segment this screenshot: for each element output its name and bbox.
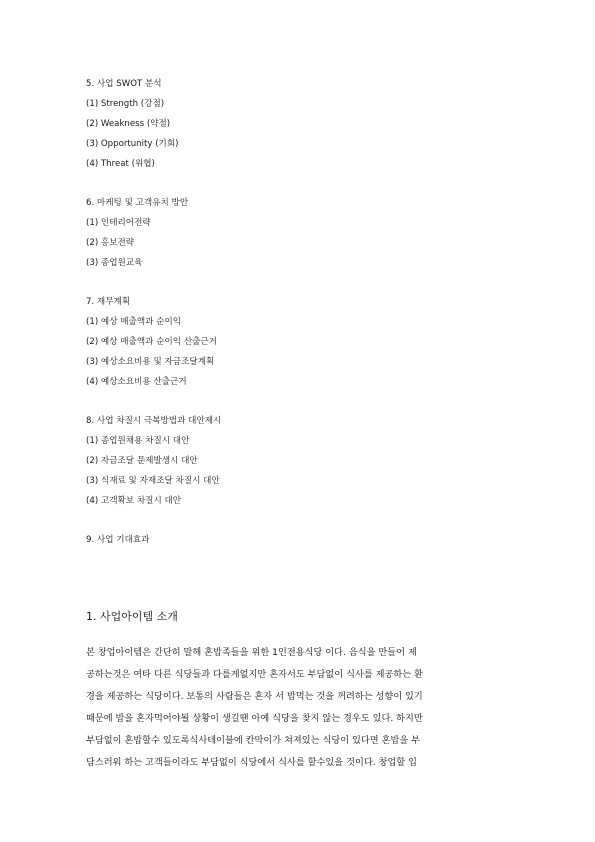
toc-item: (1) 인테리어전략 <box>86 218 151 228</box>
toc-item: (4) 고객확보 차질시 대안 <box>86 496 182 506</box>
table-of-contents <box>86 74 526 569</box>
paragraph-line: 담스러워 하는 고객들이라도 부담없이 식당에서 식사를 할수있을 것이다. 창업할 입 <box>86 756 417 768</box>
section-title: 1. 사업아이템 소개 <box>86 610 178 623</box>
toc-item: (1) Strength (강점) <box>86 99 165 109</box>
toc-heading: 5. 사업 SWOT 분석 <box>86 79 162 89</box>
paragraph-line: 부담없이 혼밥할수 있도록식사테이블에 칸막이가 쳐져있는 식당이 있다면 혼밥을 부 <box>86 734 420 746</box>
paragraph-line: 본 창업아이템은 간단히 말해 혼밥족들을 위한 1인전용식당 이다. 음식을 만들어 제 <box>86 647 417 658</box>
toc-item: (4) Threat (위협) <box>86 159 155 169</box>
section-business-item-intro <box>86 608 516 773</box>
toc-section-5 <box>86 74 526 174</box>
toc-item: (4) 예상소요비용 산출근거 <box>86 377 187 387</box>
paragraph-line: 때문에 밥을 혼자먹어야될 상황이 생길땐 아예 식당을 찾지 않는 경우도 있다. 하지만 <box>86 712 423 724</box>
toc-item: (1) 종업원채용 차질시 대안 <box>86 436 190 446</box>
toc-item: (3) 종업원교육 <box>86 258 143 268</box>
paragraph-line: 공하는것은 여타 다른 식당들과 다를게없지만 혼자서도 부담없이 식사를 제공하는 환 <box>86 668 423 680</box>
toc-item: (2) 홍보전략 <box>86 238 135 248</box>
body-paragraph <box>86 642 516 773</box>
toc-heading: 7. 재무계획 <box>86 297 131 307</box>
toc-item: (3) Opportunity (기회) <box>86 139 179 149</box>
toc-heading: 9. 사업 기대효과 <box>86 535 150 545</box>
toc-item: (2) Weakness (약점) <box>86 119 171 129</box>
toc-section-7 <box>86 292 526 392</box>
toc-item: (2) 자금조달 문제발생시 대안 <box>86 456 198 466</box>
toc-section-8 <box>86 411 526 511</box>
toc-heading: 8. 사업 차질시 극복방법과 대안제시 <box>86 416 222 426</box>
paragraph-line: 경을 제공하는 식당이다. 보통의 사람들은 혼자 서 밥먹는 것을 꺼려하는 성향이 있기 <box>86 690 423 702</box>
toc-item: (1) 예상 매출액과 순이익 <box>86 317 182 327</box>
toc-section-6 <box>86 193 526 273</box>
toc-heading: 6. 마케팅 및 고객유치 방안 <box>86 198 189 208</box>
toc-item: (2) 예상 매출액과 순이익 산출근거 <box>86 337 218 347</box>
toc-section-9 <box>86 530 526 550</box>
toc-item: (3) 예상소요비용 및 자금조달계획 <box>86 357 215 367</box>
toc-item: (3) 식재료 및 자재조달 차질시 대안 <box>86 476 220 486</box>
